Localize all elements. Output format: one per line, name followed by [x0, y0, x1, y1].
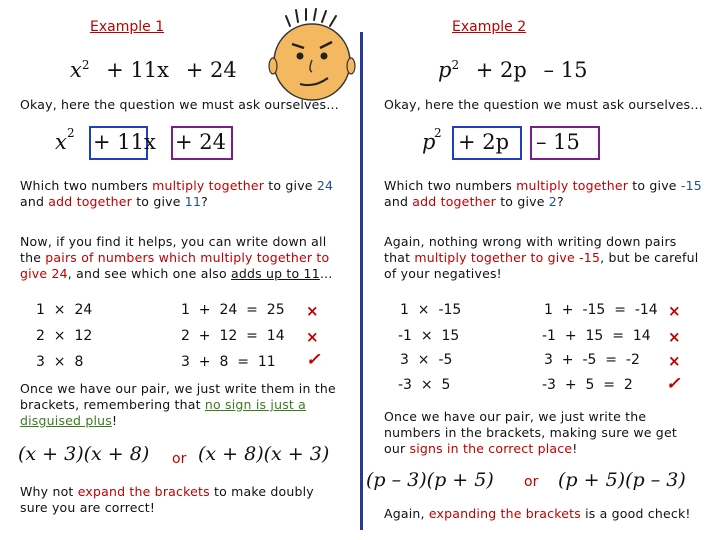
example-2-title: Example 2 [452, 19, 527, 35]
right-answer-1: (p – 3)(p + 5) [366, 469, 494, 491]
right-row-1-mul: 1 × -15 [400, 302, 462, 318]
right-question: Which two numbers multiply together to give -15 and add together to give 2? [384, 178, 702, 209]
left-pair-text: Once we have our pair, we just write them in the brackets, remembering that no sign is just a disguised plus! [20, 381, 336, 428]
left-row-1-add: 1 + 24 = 25 [181, 302, 285, 318]
left-row-2-mul: 2 × 12 [36, 328, 93, 344]
right-row-4-mul: -3 × 5 [398, 377, 451, 393]
right-or: or [524, 474, 539, 490]
left-answer-1: (x + 3)(x + 8) [18, 443, 150, 465]
left-check-text: Why not expand the brackets to make doubly sure you are correct! [20, 484, 314, 515]
left-row-1-cross-icon: × [306, 302, 319, 320]
thinking-face-icon [268, 8, 358, 104]
right-row-4-tick-icon: ✓ [666, 374, 681, 394]
left-row-2-add: 2 + 12 = 14 [181, 328, 285, 344]
right-row-2-add: -1 + 15 = 14 [542, 328, 651, 344]
right-row-1-cross-icon: × [668, 302, 681, 320]
right-boxed-expression: p 2 + 2p – 15 [422, 126, 712, 166]
right-pair-text: Once we have our pair, we just write the numbers in the brackets, making sure we get our signs in the correct place! [384, 409, 677, 456]
right-row-2-mul: -1 × 15 [398, 328, 460, 344]
right-row-3-cross-icon: × [668, 352, 681, 370]
right-row-2-cross-icon: × [668, 328, 681, 346]
left-row-3-mul: 3 × 8 [36, 354, 84, 370]
right-row-4-add: -3 + 5 = 2 [542, 377, 633, 393]
left-or: or [172, 451, 187, 467]
right-ask-text: Okay, here the question we must ask ourselves… [384, 97, 703, 112]
left-question: Which two numbers multiply together to give 24 and add together to give 11? [20, 178, 334, 209]
right-pairs-table [400, 302, 700, 402]
example-1-title: Example 1 [90, 19, 165, 35]
left-row-1-mul: 1 × 24 [36, 302, 93, 318]
right-row-3-add: 3 + -5 = -2 [544, 352, 640, 368]
right-check-text: Again, expanding the brackets is a good check! [384, 506, 691, 521]
left-row-3-add: 3 + 8 = 11 [181, 354, 276, 370]
left-row-2-cross-icon: × [306, 328, 319, 346]
left-pairs-table [36, 302, 336, 382]
right-answer-2: (p + 5)(p – 3) [558, 469, 686, 491]
left-ask-text: Okay, here the question we must ask ourselves… [20, 97, 339, 112]
left-hint: Now, if you find it helps, you can write down all the pairs of numbers which multiply together to give 24, and see which one also adds up to 11… [20, 234, 333, 281]
center-divider [360, 32, 363, 530]
left-answer-2: (x + 8)(x + 3) [198, 443, 330, 465]
right-expression: $p^2 + 2p - 15$ [438, 58, 588, 82]
left-row-3-tick-icon: ✓ [306, 350, 321, 370]
right-row-1-add: 1 + -15 = -14 [544, 302, 658, 318]
right-hint: Again, nothing wrong with writing down pairs that multiply together to give -15, but be careful of your negatives! [384, 234, 699, 281]
left-boxed-expression: x 2 + 11x + 24 [55, 126, 355, 166]
left-expression: $x^2 + 11x + 24$ [70, 58, 237, 82]
right-row-3-mul: 3 × -5 [400, 352, 453, 368]
